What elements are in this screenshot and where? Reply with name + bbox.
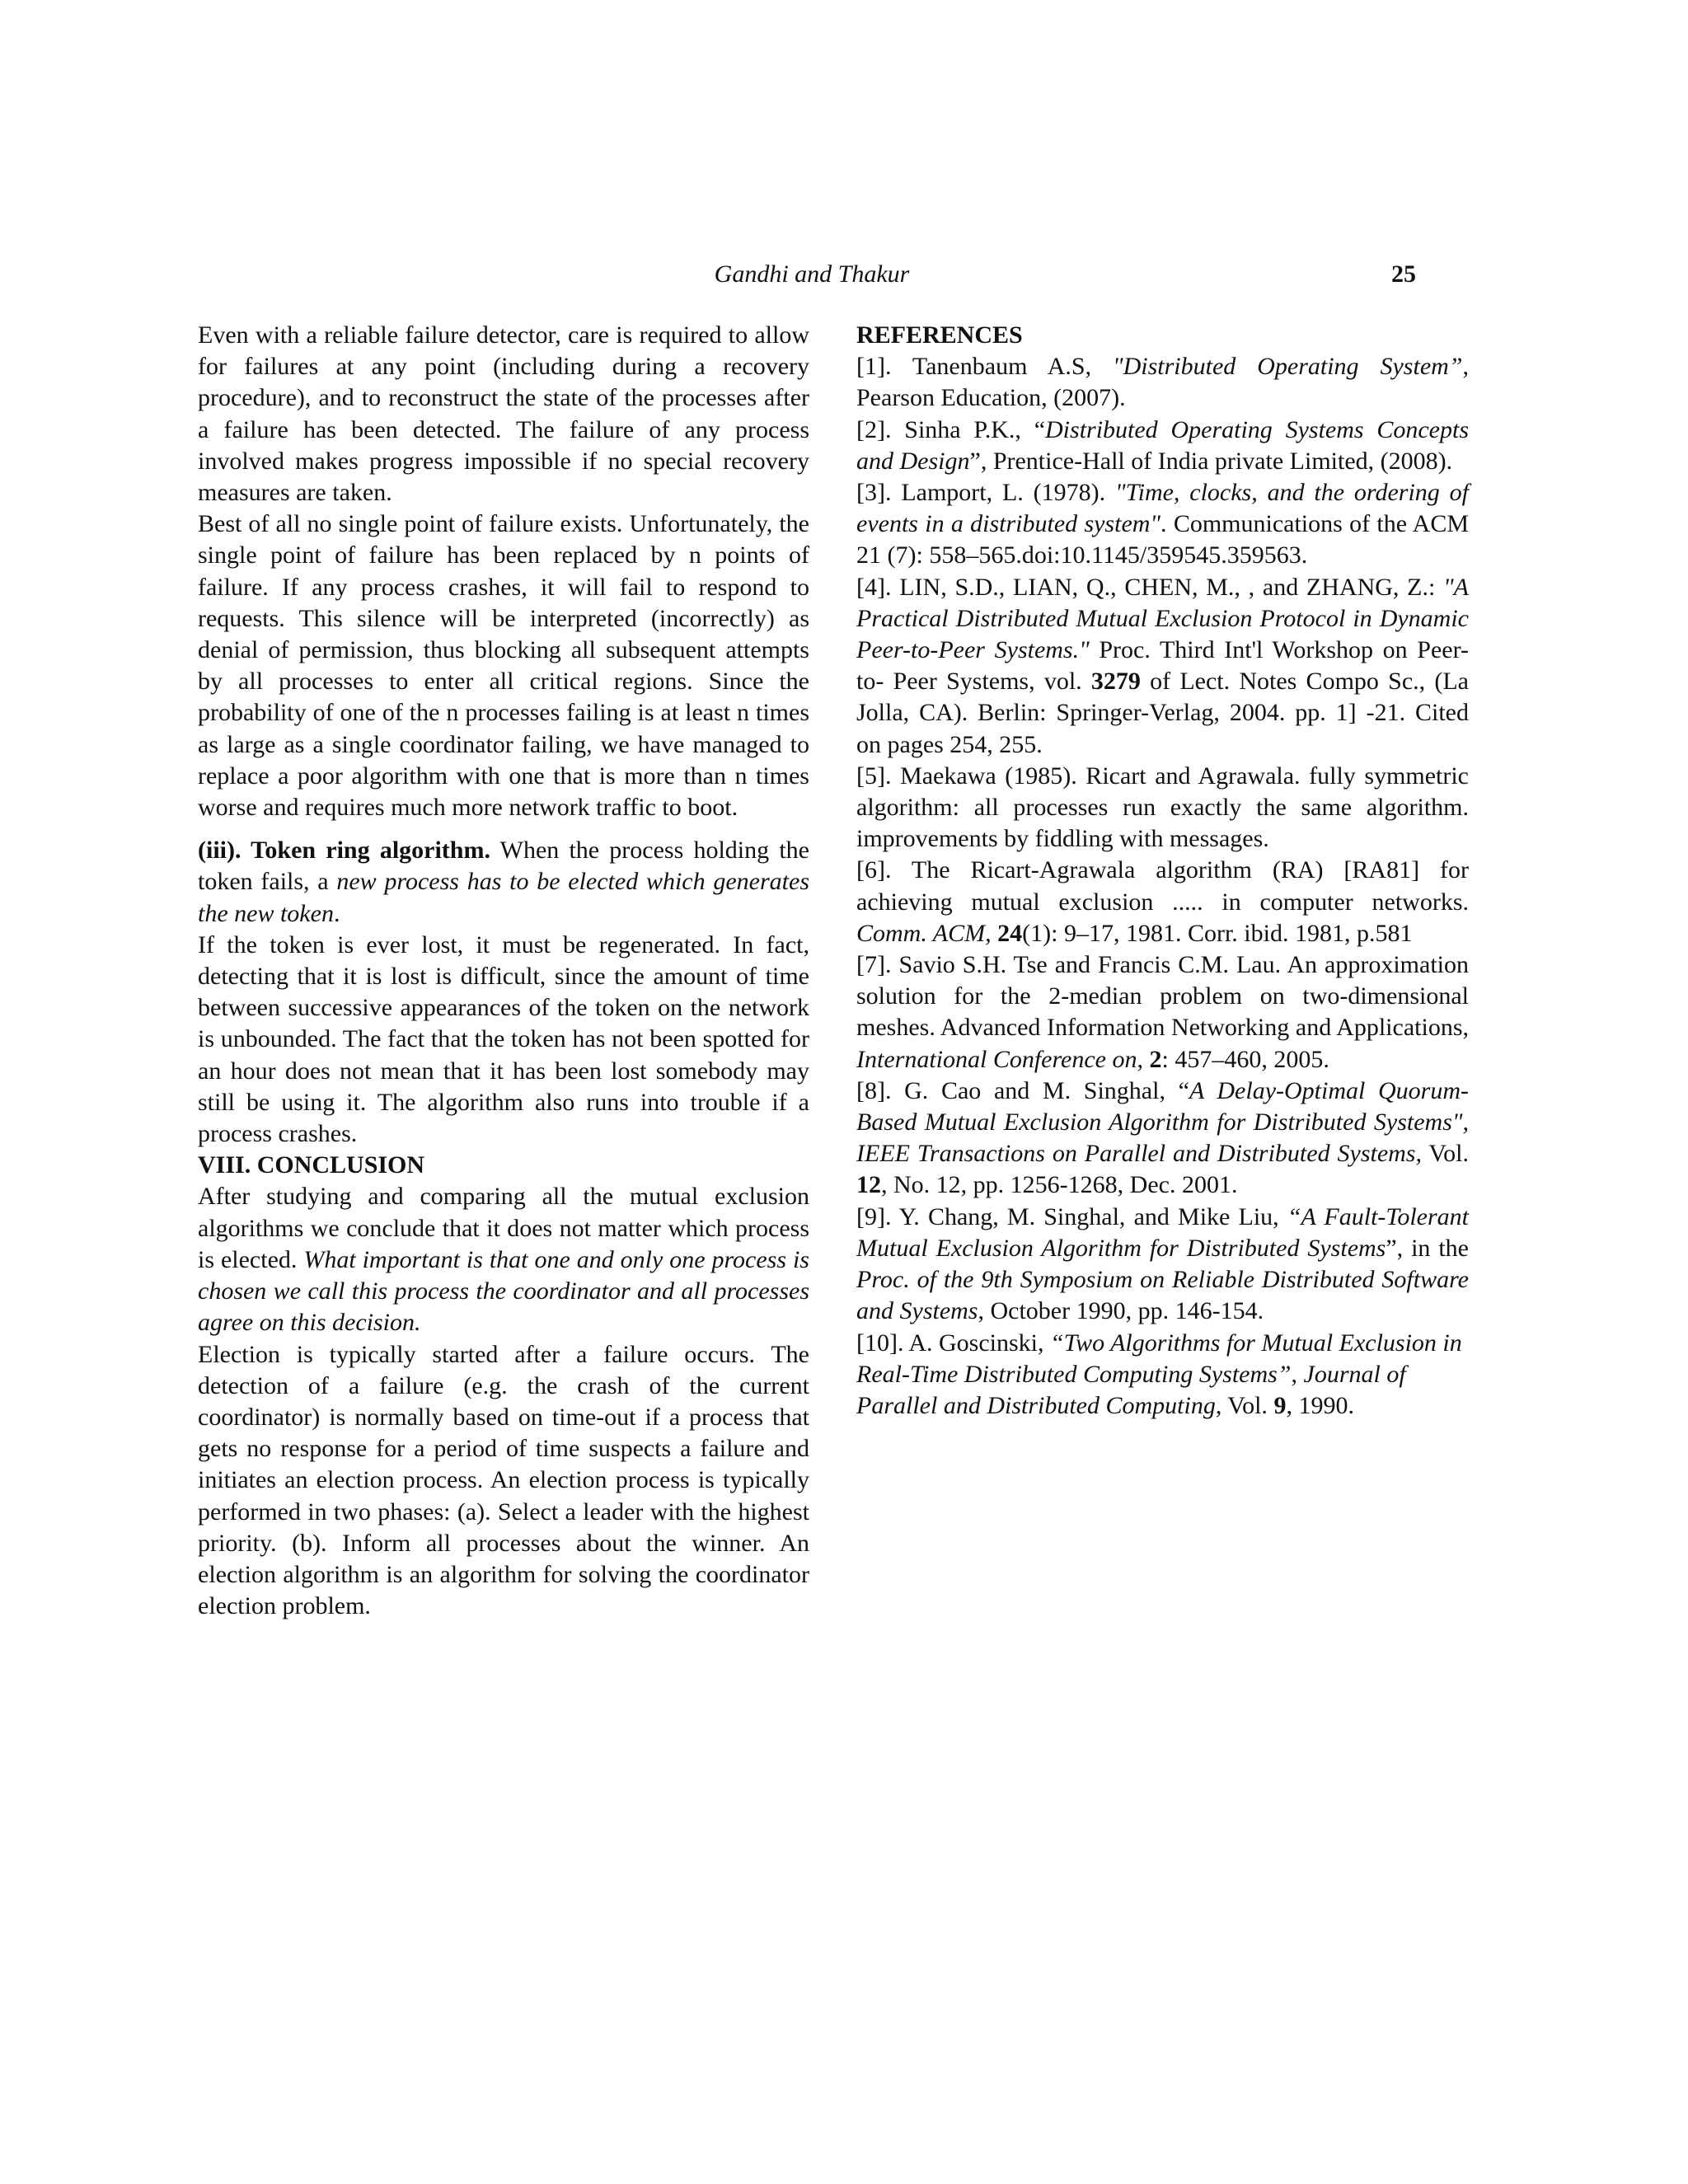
token-ring-end: . xyxy=(333,899,340,927)
reference-8 xyxy=(856,1076,1469,1202)
ref-1-title: "Distributed Operating System” xyxy=(1113,353,1463,381)
ref-3-title: "Time, clocks, and the ordering of events in a distributed system" xyxy=(856,479,1469,538)
ref-2-authors: [2]. Sinha P.K., “ xyxy=(856,415,1046,443)
paragraph-conclusion xyxy=(198,1181,809,1338)
reference-7 xyxy=(856,949,1469,1076)
token-ring-italic: new process has to be elected which generates the new token xyxy=(198,868,809,927)
ref-8-title: A Delay-Optimal Quorum-Based Mutual Exclusion Algorithm for Distributed Systems", IEEE Transactions on Parallel and Distributed Systems, xyxy=(856,1076,1469,1168)
ref-10-title: “Two Algorithms for Mutual Exclusion in Real-Time Distributed Computing Systems” xyxy=(856,1329,1462,1388)
conclusion-text: After studying and comparing all the mutual exclusion algorithms we conclude that it does not matter which process is elected. xyxy=(198,1183,809,1273)
ref-4-authors: [4]. LIN, S.D., LIAN, Q., CHEN, M., , and ZHANG, Z.: xyxy=(856,573,1444,601)
ref-10-rest: , 1990. xyxy=(1286,1391,1354,1419)
paragraph-token-lost: If the token is ever lost, it must be regenerated. In fact, detecting that it is lost is difficult, since the amount of time between successive appearances of the token on the network is unbounded. The fact that the token has not been spotted for an hour does not mean that it has been lost somebody may still be using it. The algorithm also runs into trouble if a process crashes. xyxy=(198,930,809,1148)
running-header xyxy=(198,260,1426,297)
reference-10 xyxy=(856,1328,1469,1422)
ref-9-rest: , October 1990, pp. 146-154. xyxy=(978,1297,1264,1325)
ref-1-authors: [1]. Tanenbaum A.S, xyxy=(856,353,1113,381)
reference-3 xyxy=(856,477,1469,572)
ref-4-volume: 3279 xyxy=(1090,668,1141,696)
section-title-conclusion: VIII. CONCLUSION xyxy=(198,1151,425,1179)
ref-7-volume: 2 xyxy=(1149,1045,1162,1073)
ref-6-volume: 24 xyxy=(997,919,1023,947)
ref-10-vol-label: , Vol. xyxy=(1215,1391,1274,1419)
reference-5: [5]. Maekawa (1985). Ricart and Agrawala. fully symmetric algorithm: all processes run exactly the same algorithm. improvements by fiddling with messages. xyxy=(856,762,1469,853)
ref-1-publisher: , Pearson Education, (2007). xyxy=(856,353,1469,412)
ref-10-sep: , xyxy=(1291,1360,1304,1388)
ref-7-text: [7]. Savio S.H. Tse and Francis C.M. Lau. An approximation solution for the 2-median problem on two-dimensional meshes. Advanced Information Networking and Applications, xyxy=(856,951,1469,1042)
ref-4-title: "A Practical Distributed Mutual Exclusion Protocol in Dynamic Peer-to-Peer Systems." xyxy=(856,573,1469,664)
ref-4-rest: of Lect. Notes Compo Sc., (La Jolla, CA). Berlin: Springer-Verlag, 2004. pp. 1] -21. Cited on pages 254, 255. xyxy=(856,668,1469,758)
ref-6-space xyxy=(992,920,998,947)
ref-6-journal: Comm. ACM, xyxy=(856,919,992,947)
ref-3-authors: [3]. Lamport, L. (1978). xyxy=(856,479,1115,507)
ref-2-title: Distributed Operating Systems Concepts and Design xyxy=(856,415,1469,475)
ref-8-volume: 12 xyxy=(856,1171,881,1199)
ref-8-authors: [8]. G. Cao and M. Singhal, “ xyxy=(856,1076,1189,1104)
ref-6-rest: (1): 9–17, 1981. Corr. ibid. 1981, p.581 xyxy=(1022,919,1413,947)
conclusion-italic: What important is that one and only one process is chosen we call this process the coordinator and all processes agree on this decision. xyxy=(198,1245,809,1337)
page-number: 25 xyxy=(1391,260,1416,288)
reference-4 xyxy=(856,572,1469,761)
left-column xyxy=(198,320,809,1622)
ref-10-volume: 9 xyxy=(1273,1391,1287,1419)
paragraph-failure-detector: Even with a reliable failure detector, care is required to allow for failures at any point (including during a recovery procedure), and to reconstruct the state of the processes after a failure has been detected. The failure of any process involved makes progress impossible if no special recovery measures are taken. xyxy=(198,321,809,507)
ref-8-rest: , No. 12, pp. 1256-1268, Dec. 2001. xyxy=(881,1171,1238,1199)
paragraph-single-point-failure: Best of all no single point of failure exists. Unfortunately, the single point of failure has been replaced by n points of failure. If any process crashes, it will fail to respond to requests. This silence will be interpreted (incorrectly) as denial of permission, thus blocking all subsequent attempts by all processes to enter all critical regions. Since the probability of one of the n processes failing is at least n times as large as a single coordinator failing, we have managed to replace a poor algorithm with one that is more than n times worse and requires much more network traffic to boot. xyxy=(198,510,809,822)
ref-9-title: “A Fault-Tolerant Mutual Exclusion Algorithm for Distributed Systems xyxy=(856,1202,1470,1262)
paragraph-election: Election is typically started after a failure occurs. The detection of a failure (e.g. the crash of the current coordinator) is normally based on time-out if a process that gets no response for a period of time suspects a failure and initiates an election process. An election process is typically performed in two phases: (a). Select a leader with the highest priority. (b). Inform all processes about the winner. An election algorithm is an algorithm for solving the coordinator election problem. xyxy=(198,1340,809,1620)
ref-10-authors: [10]. A. Goscinski, xyxy=(856,1329,1050,1357)
references-heading: REFERENCES xyxy=(856,321,1023,349)
reference-1 xyxy=(856,351,1469,414)
running-header-authors: Gandhi and Thakur xyxy=(714,260,910,288)
token-ring-text: When the process holding the token fails, a xyxy=(198,837,809,896)
reference-9 xyxy=(856,1202,1469,1328)
ref-7-italic: International Conference on xyxy=(856,1045,1137,1073)
ref-10-journal: Journal of Parallel and Distributed Computing xyxy=(856,1360,1406,1419)
paragraph-token-ring xyxy=(198,835,809,930)
token-ring-heading: (iii). Token ring algorithm. xyxy=(198,837,490,865)
ref-4-source: Proc. Third Int'l Workshop on Peer-to- Peer Systems, vol. xyxy=(856,636,1469,696)
ref-3-source: . Communications of the ACM 21 (7): 558–565.doi:10.1145/359545.359563. xyxy=(856,510,1470,569)
reference-6 xyxy=(856,855,1469,949)
ref-7-rest: : 457–460, 2005. xyxy=(1161,1045,1329,1073)
ref-9-proceedings: Proc. of the 9th Symposium on Reliable Distributed Software and Systems xyxy=(856,1266,1469,1325)
ref-2-publisher: ”, Prentice-Hall of India private Limited, (2008). xyxy=(969,447,1453,475)
references-column xyxy=(856,320,1469,1422)
ref-9-in: ”, in the xyxy=(1386,1234,1469,1262)
ref-8-vol-label: Vol. xyxy=(1421,1140,1469,1168)
ref-7-sep: , xyxy=(1137,1045,1150,1073)
reference-2 xyxy=(856,415,1469,477)
ref-9-authors: [9]. Y. Chang, M. Singhal, and Mike Liu, xyxy=(856,1202,1287,1230)
ref-6-text: [6]. The Ricart-Agrawala algorithm (RA) [RA81] for achieving mutual exclusion ..... in computer networks. xyxy=(856,856,1469,916)
